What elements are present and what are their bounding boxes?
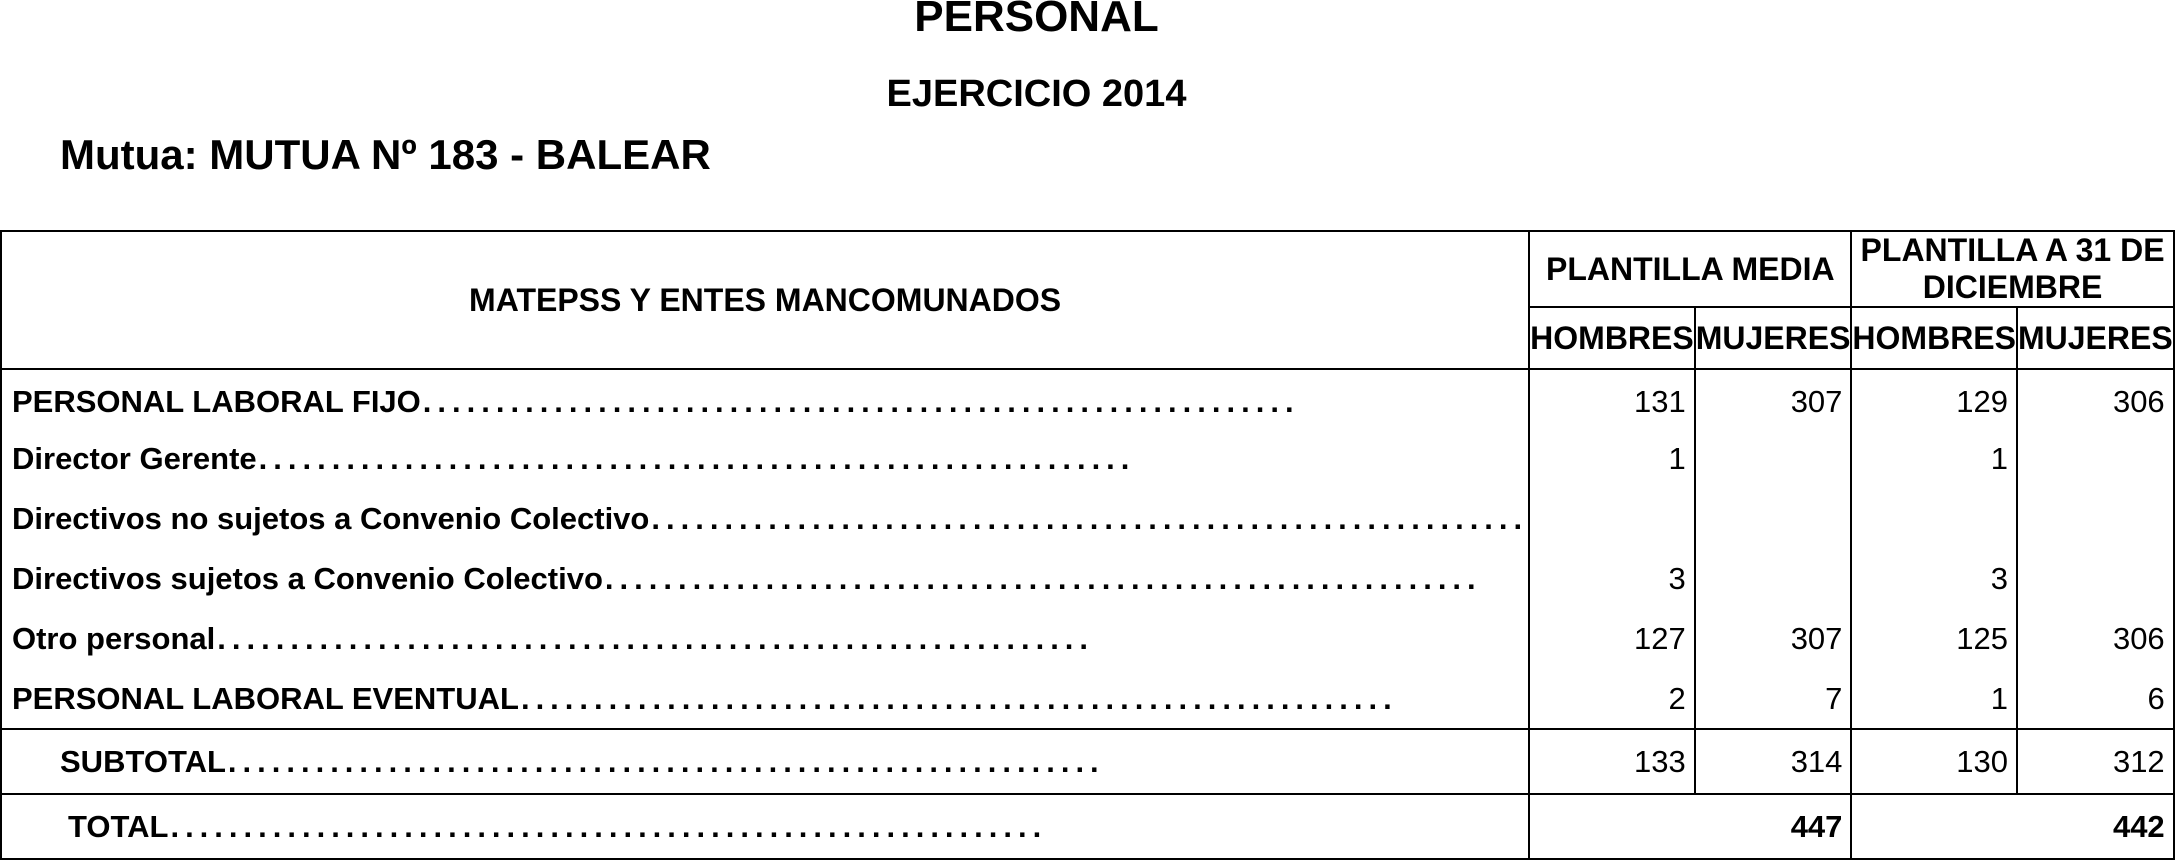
total-plantilla-media: 447 (1529, 794, 1851, 859)
cell-pm-hombres: 2 (1529, 669, 1695, 729)
group-header-plantilla-media: PLANTILLA MEDIA (1529, 231, 1851, 307)
cell-pm-mujeres: 307 (1695, 369, 1852, 429)
row-label: PERSONAL LABORAL FIJO............................................................ (1, 369, 1529, 429)
cell-pm-mujeres (1695, 489, 1852, 549)
subtotal-row (1, 729, 2174, 794)
cell-pm-mujeres (1695, 549, 1852, 609)
table-row (1, 369, 2174, 429)
cell-pd-hombres: 3 (1851, 549, 2017, 609)
cell-pd-mujeres: 306 (2017, 609, 2174, 669)
column-header-pm-mujeres: MUJERES (1695, 307, 1852, 369)
subtotal-pd-hombres: 130 (1851, 729, 2017, 794)
page-title: PERSONAL (914, 0, 1159, 41)
column-header-pd-mujeres: MUJERES (2017, 307, 2174, 369)
row-label: Otro personal............................................................ (1, 609, 1529, 669)
subtotal-label: SUBTOTAL............................................................ (1, 729, 1529, 794)
page-subtitle: EJERCICIO 2014 (886, 73, 1187, 115)
total-label: TOTAL............................................................ (1, 794, 1529, 859)
table-row (1, 549, 2174, 609)
row-label: PERSONAL LABORAL EVENTUAL............................................................ (1, 669, 1529, 729)
subtotal-pm-hombres: 133 (1529, 729, 1695, 794)
cell-pd-mujeres (2017, 489, 2174, 549)
total-row (1, 794, 2174, 859)
cell-pd-hombres (1851, 489, 2017, 549)
column-header-entities: MATEPSS Y ENTES MANCOMUNADOS (1, 231, 1529, 369)
row-label: Directivos no sujetos a Convenio Colectivo............................................................ (1, 489, 1529, 549)
table-row (1, 429, 2174, 489)
table-row (1, 669, 2174, 729)
row-label: Directivos sujetos a Convenio Colectivo............................................................ (1, 549, 1529, 609)
total-plantilla-diciembre: 442 (1851, 794, 2173, 859)
cell-pd-hombres: 1 (1851, 669, 2017, 729)
subtotal-pm-mujeres: 314 (1695, 729, 1852, 794)
cell-pm-hombres: 1 (1529, 429, 1695, 489)
cell-pm-mujeres: 307 (1695, 609, 1852, 669)
cell-pd-mujeres (2017, 549, 2174, 609)
column-header-pm-hombres: HOMBRES (1529, 307, 1695, 369)
staff-table (0, 230, 2175, 860)
column-header-pd-hombres: HOMBRES (1851, 307, 2017, 369)
cell-pm-hombres (1529, 489, 1695, 549)
cell-pm-hombres: 131 (1529, 369, 1695, 429)
cell-pm-mujeres: 7 (1695, 669, 1852, 729)
cell-pd-hombres: 129 (1851, 369, 2017, 429)
table-row (1, 489, 2174, 549)
cell-pd-mujeres (2017, 429, 2174, 489)
table-row (1, 609, 2174, 669)
cell-pd-mujeres: 306 (2017, 369, 2174, 429)
entity-name: Mutua: MUTUA Nº 183 - BALEAR (60, 131, 711, 178)
cell-pm-mujeres (1695, 429, 1852, 489)
cell-pm-hombres: 127 (1529, 609, 1695, 669)
cell-pd-mujeres: 6 (2017, 669, 2174, 729)
cell-pd-hombres: 1 (1851, 429, 2017, 489)
group-header-plantilla-diciembre: PLANTILLA A 31 DE DICIEMBRE (1851, 231, 2173, 307)
subtotal-pd-mujeres: 312 (2017, 729, 2174, 794)
cell-pm-hombres: 3 (1529, 549, 1695, 609)
row-label: Director Gerente............................................................ (1, 429, 1529, 489)
cell-pd-hombres: 125 (1851, 609, 2017, 669)
